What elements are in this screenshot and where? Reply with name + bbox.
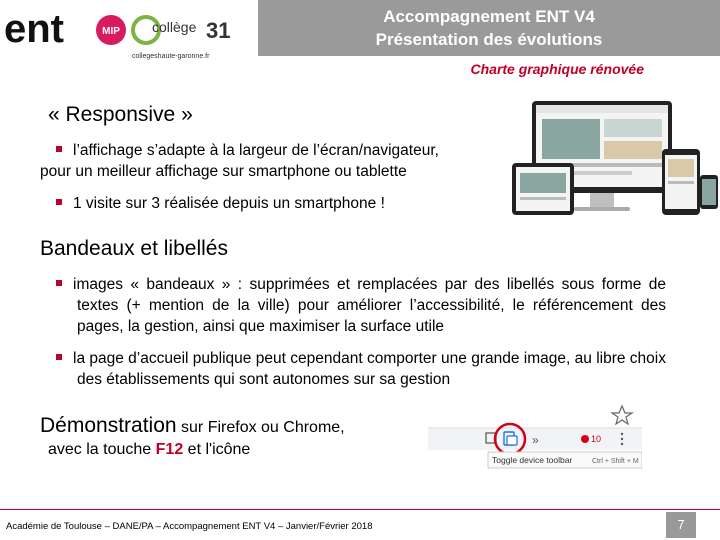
bullet-square-icon bbox=[56, 146, 62, 152]
bandeaux-heading: Bandeaux et libellés bbox=[40, 237, 228, 260]
mip-logo bbox=[96, 15, 126, 45]
tooltip-text: Toggle device toolbar bbox=[492, 455, 573, 465]
svg-text:ent: ent bbox=[4, 7, 64, 51]
title-line-1: Accompagnement ENT V4 bbox=[383, 7, 595, 26]
title-line-2: Présentation des évolutions bbox=[375, 30, 603, 49]
svg-text:collège: collège bbox=[152, 19, 197, 35]
slide-subtitle: Charte graphique rénovée bbox=[470, 61, 644, 77]
bullet-square-icon bbox=[56, 354, 62, 360]
browser-toolbar-image bbox=[428, 402, 642, 474]
ent-logo bbox=[4, 7, 64, 51]
bullet-text: la page d’accueil publique peut cependant comporter une grande image, au libre choix des établissements qui sont autonomes sur sa gestion bbox=[73, 350, 666, 388]
demo-text: sur Firefox ou Chrome, bbox=[181, 419, 345, 436]
bullet-square-icon bbox=[56, 280, 62, 286]
bandeaux-bullet-1 bbox=[56, 274, 666, 337]
svg-text:10: 10 bbox=[591, 434, 602, 444]
svg-text:31: 31 bbox=[206, 18, 231, 43]
more-menu-icon bbox=[621, 433, 623, 445]
more-tabs-icon: » bbox=[532, 433, 539, 447]
footer-text: Académie de Toulouse – DANE/PA – Accompagnement ENT V4 – Janvier/Février 2018 bbox=[6, 521, 373, 532]
tooltip-shortcut: Ctrl + Shift + M bbox=[592, 458, 639, 465]
bullet-text: 1 visite sur 3 réalisée depuis un smartphone ! bbox=[73, 195, 385, 212]
header-logos bbox=[0, 0, 258, 66]
responsive-bullet-1 bbox=[40, 140, 510, 182]
demo-line-1 bbox=[40, 414, 345, 438]
bullet-square-icon bbox=[56, 199, 62, 205]
demo-key-prefix: avec la touche bbox=[48, 441, 152, 458]
bullet-text: images « bandeaux » : supprimées et remplacées par des libellés sous forme de textes (+ mention de la ville) pour améliorer l’accessibilité, le référencement des pages, la gestion, ainsi que maximiser la surface utile bbox=[73, 276, 666, 335]
footer-divider bbox=[0, 509, 720, 510]
demo-line-2 bbox=[48, 441, 250, 459]
svg-text:collegeshaute-garonne.fr: collegeshaute-garonne.fr bbox=[132, 53, 210, 60]
responsive-heading: « Responsive » bbox=[48, 103, 193, 126]
college-logo bbox=[132, 17, 230, 60]
demo-key-suffix: et l'icône bbox=[187, 441, 251, 458]
presentation-title bbox=[258, 0, 720, 56]
demo-word: Démonstration bbox=[40, 414, 177, 437]
responsive-devices-image bbox=[512, 97, 720, 222]
page-number: 7 bbox=[666, 512, 696, 538]
f12-key: F12 bbox=[155, 441, 184, 458]
bandeaux-bullet-2 bbox=[56, 348, 666, 390]
bullet-text: l’affichage s’adapte à la largeur de l’écran/navigateur, bbox=[73, 142, 439, 159]
bullet-text: pour un meilleur affichage sur smartphone ou tablette bbox=[40, 163, 407, 180]
responsive-bullet-2 bbox=[56, 193, 385, 214]
svg-text:MIP: MIP bbox=[102, 26, 120, 37]
error-badge bbox=[581, 434, 601, 444]
